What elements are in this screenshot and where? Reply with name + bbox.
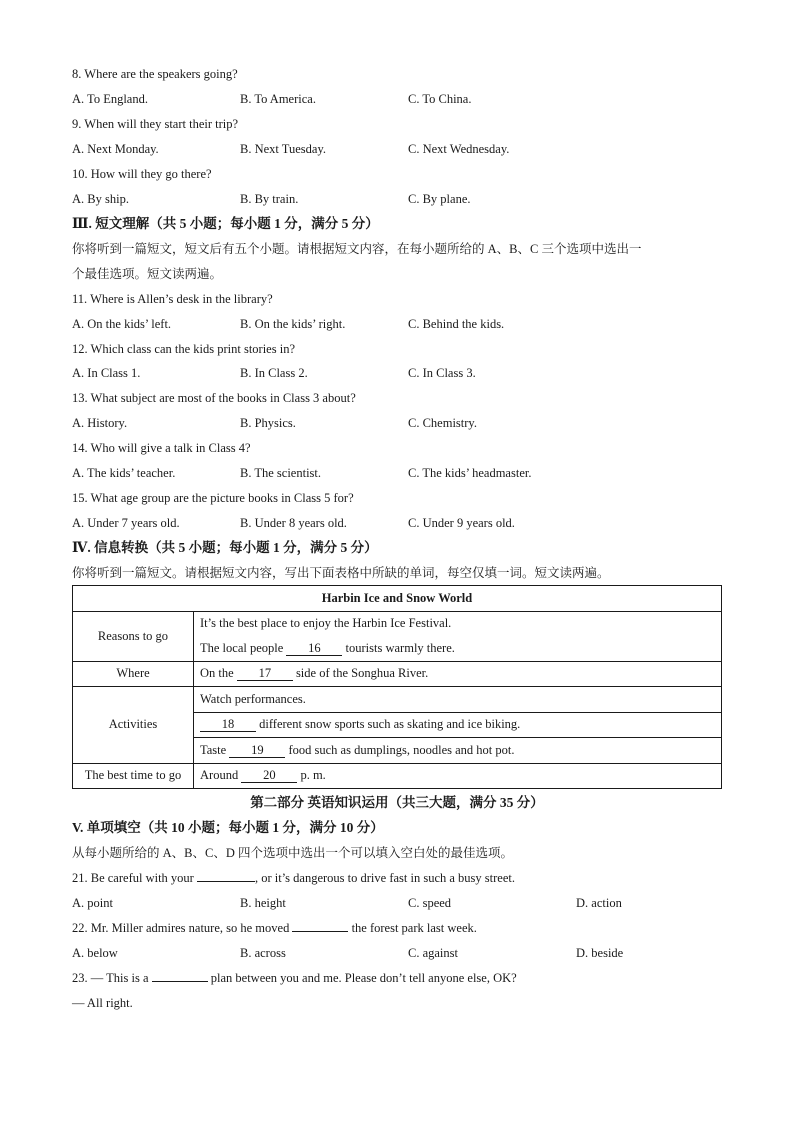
question-15: 15. What age group are the picture books in Class 5 for? xyxy=(72,491,354,505)
option-13b: B. Physics. xyxy=(240,416,296,430)
option-11b: B. On the kids’ right. xyxy=(240,317,346,331)
option-12a: A. In Class 1. xyxy=(72,366,141,380)
part-2-heading: 第二部分 英语知识运用（共三大题，满分 35 分） xyxy=(250,795,544,810)
option-21a: A. point xyxy=(72,896,113,910)
blank-22 xyxy=(292,931,348,932)
question-11: 11. Where is Allen’s desk in the library? xyxy=(72,292,273,306)
where-cell: On the 17 side of the Songhua River. xyxy=(194,661,722,687)
blank-19: 19 xyxy=(229,743,285,758)
option-22b: B. across xyxy=(240,946,286,960)
info-table xyxy=(72,585,722,789)
option-21c: C. speed xyxy=(408,896,452,910)
option-12b: B. In Class 2. xyxy=(240,366,308,380)
option-9c: C. Next Wednesday. xyxy=(408,142,510,156)
option-8a: A. To England. xyxy=(72,92,148,106)
option-10a: A. By ship. xyxy=(72,192,129,206)
reasons-line1: It’s the best place to enjoy the Harbin Ice Festival. xyxy=(194,611,722,636)
option-22d: D. beside xyxy=(576,946,624,960)
option-15b: B. Under 8 years old. xyxy=(240,516,347,530)
question-9: 9. When will they start their trip? xyxy=(72,117,239,131)
option-9b: B. Next Tuesday. xyxy=(240,142,327,156)
section-5-instruction: 从每小题所给的 A、B、C、D 四个选项中选出一个可以填入空白处的最佳选项。 xyxy=(72,846,513,860)
reasons-line2: The local people 16 tourists warmly there. xyxy=(194,636,722,661)
blank-16: 16 xyxy=(286,641,342,656)
option-13a: A. History. xyxy=(72,416,128,430)
question-14: 14. Who will give a talk in Class 4? xyxy=(72,441,251,455)
section-4-heading: Ⅳ. 信息转换（共 5 小题；每小题 1 分，满分 5 分） xyxy=(72,540,378,555)
activities-line1: Watch performances. xyxy=(194,687,722,713)
option-22a: A. below xyxy=(72,946,118,960)
option-9a: A. Next Monday. xyxy=(72,142,159,156)
reasons-label: Reasons to go xyxy=(73,611,194,661)
section-3-instruction-line2: 个最佳选项。短文读两遍。 xyxy=(72,267,223,281)
option-15c: C. Under 9 years old. xyxy=(408,516,515,530)
question-13: 13. What subject are most of the books in Class 3 about? xyxy=(72,391,356,405)
option-21b: B. height xyxy=(240,896,286,910)
option-11a: A. On the kids’ left. xyxy=(72,317,172,331)
option-14b: B. The scientist. xyxy=(240,466,322,480)
option-14c: C. The kids’ headmaster. xyxy=(408,466,532,480)
question-23: 23. — This is a plan between you and me. Please don’t tell anyone else, OK? xyxy=(72,971,517,985)
activities-line3: Taste 19 food such as dumplings, noodles and hot pot. xyxy=(194,738,722,764)
option-12c: C. In Class 3. xyxy=(408,366,476,380)
question-8: 8. Where are the speakers going? xyxy=(72,67,238,81)
option-8b: B. To America. xyxy=(240,92,316,106)
option-8c: C. To China. xyxy=(408,92,472,106)
activities-label: Activities xyxy=(73,687,194,764)
question-22: 22. Mr. Miller admires nature, so he moved the forest park last week. xyxy=(72,921,477,935)
question-10: 10. How will they go there? xyxy=(72,167,212,181)
question-23-reply: — All right. xyxy=(72,996,133,1010)
blank-18: 18 xyxy=(200,717,256,732)
option-15a: A. Under 7 years old. xyxy=(72,516,180,530)
option-14a: A. The kids’ teacher. xyxy=(72,466,176,480)
question-12: 12. Which class can the kids print stories in? xyxy=(72,342,295,356)
blank-21 xyxy=(197,881,255,882)
table-title: Harbin Ice and Snow World xyxy=(73,586,722,612)
section-3-heading: Ⅲ. 短文理解（共 5 小题；每小题 1 分，满分 5 分） xyxy=(72,216,379,231)
blank-17: 17 xyxy=(237,666,293,681)
section-5-heading: V. 单项填空（共 10 小题；每小题 1 分，满分 10 分） xyxy=(72,820,384,835)
option-10b: B. By train. xyxy=(240,192,299,206)
time-cell: Around 20 p. m. xyxy=(194,763,722,789)
question-21: 21. Be careful with your , or it’s dangerous to drive fast in such a busy street. xyxy=(72,871,515,885)
activities-line2: 18 different snow sports such as skating and ice biking. xyxy=(194,712,722,738)
where-label: Where xyxy=(73,661,194,687)
section-4-instruction: 你将听到一篇短文。请根据短文内容，写出下面表格中所缺的单词，每空仅填一词。短文读两遍。 xyxy=(72,566,610,580)
option-10c: C. By plane. xyxy=(408,192,471,206)
option-11c: C. Behind the kids. xyxy=(408,317,505,331)
option-22c: C. against xyxy=(408,946,458,960)
option-13c: C. Chemistry. xyxy=(408,416,477,430)
option-21d: D. action xyxy=(576,896,622,910)
blank-20: 20 xyxy=(241,768,297,783)
section-3-instruction-line1: 你将听到一篇短文，短文后有五个小题。请根据短文内容，在每小题所给的 A、B、C 三个选项中选出一 xyxy=(72,242,642,256)
time-label: The best time to go xyxy=(73,763,194,789)
blank-23 xyxy=(152,981,208,982)
